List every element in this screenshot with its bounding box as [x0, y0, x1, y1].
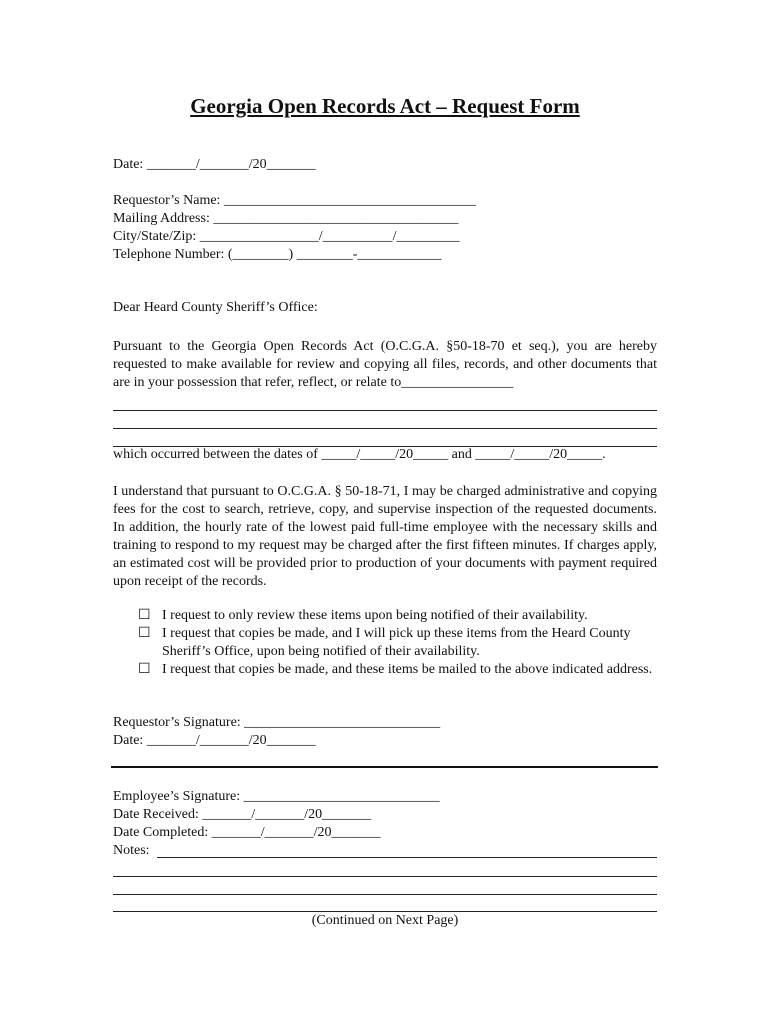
telephone-field[interactable]: Telephone Number: (________) ________-____________ — [113, 247, 442, 262]
requestor-name-field[interactable]: Requestor’s Name: ____________________________________ — [113, 193, 476, 208]
date-completed-field[interactable]: Date Completed: _______/_______/20_______ — [113, 825, 381, 840]
option-label: I request that copies be made, and these items be mailed to the above indicated address. — [162, 662, 653, 677]
option-label: I request to only review these items upon being notified of their availability. — [162, 608, 588, 623]
mailing-address-field[interactable]: Mailing Address: ___________________________________ — [113, 211, 459, 226]
requestor-signature-field[interactable]: Requestor’s Signature: ____________________________ — [113, 715, 441, 730]
form-title: Georgia Open Records Act – Request Form — [190, 94, 580, 118]
notes-label: Notes: — [113, 843, 150, 858]
city-state-zip-field[interactable]: City/State/Zip: _________________/__________/_________ — [113, 229, 460, 244]
option-review-only[interactable] — [138, 607, 658, 625]
notes-line-2[interactable] — [113, 876, 657, 877]
date-field[interactable]: Date: _______/_______/20_______ — [113, 157, 316, 172]
requestor-date-field[interactable]: Date: _______/_______/20_______ — [113, 733, 316, 748]
employee-signature-field[interactable]: Employee’s Signature: ____________________________ — [113, 789, 440, 804]
relate-to-line-1[interactable] — [113, 410, 657, 411]
notes-line-3[interactable] — [113, 894, 657, 895]
checkbox-icon[interactable]: ☐ — [138, 662, 151, 677]
section-divider — [111, 766, 658, 768]
relate-to-line-2[interactable] — [113, 428, 657, 429]
fees-paragraph: I understand that pursuant to O.C.G.A. § 50-18-71, I may be charged administrative and copying fees for the cost to search, retrieve, copy, and supervise inspection of the requested documents. In addition, the hourly rate of the lowest paid full-time employee with the necessary skills and training to respond to my request may be charged after the first fifteen minutes. If charges apply, an estimated cost will be provided prior to production of your documents with payment required upon receipt of the records. — [113, 484, 657, 589]
notes-line-1[interactable] — [157, 857, 657, 858]
date-range-field[interactable]: which occurred between the dates of _____/_____/20_____ and _____/_____/20_____. — [113, 447, 606, 462]
request-paragraph: Pursuant to the Georgia Open Records Act (O.C.G.A. §50-18-70 et seq.), you are hereby requested to make available for review and copying all files, records, and other documents that are in your possession that refer, reflect, or relate to________________ — [113, 339, 657, 390]
date-received-field[interactable]: Date Received: _______/_______/20_______ — [113, 807, 372, 822]
option-copies-pickup[interactable] — [138, 625, 658, 661]
option-label: I request that copies be made, and I will pick up these items from the Heard County Sheriff’s Office, upon being notified of their availability. — [162, 626, 631, 659]
option-copies-mailed[interactable] — [138, 661, 658, 679]
notes-line-4[interactable] — [113, 911, 657, 912]
checkbox-icon[interactable]: ☐ — [138, 608, 151, 623]
checkbox-icon[interactable]: ☐ — [138, 626, 151, 641]
salutation: Dear Heard County Sheriff’s Office: — [113, 300, 318, 315]
continued-note: (Continued on Next Page) — [311, 913, 459, 928]
